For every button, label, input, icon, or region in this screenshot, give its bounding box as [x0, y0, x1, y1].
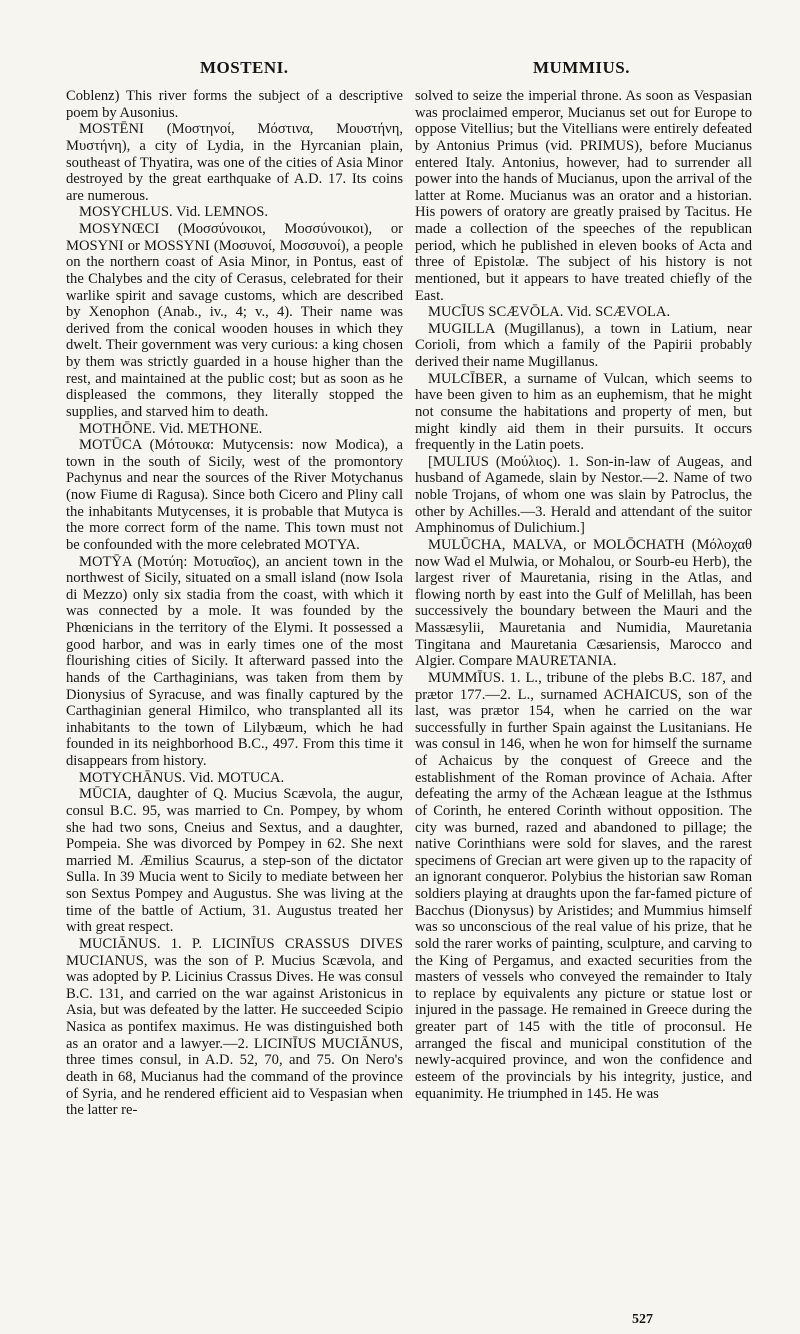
entry-paragraph: [MULIUS (Μούλιος). 1. Son-in-law of Augeas, and husband of Agamede, slain by Nestor.—2. Name of two noble Trojans, of whom one was slain by Patroclus, the other by Achilles.—3. Herald and attendant of the suitor Amphinomus of Dulichium.]	[415, 453, 752, 537]
entry-paragraph: MUGILLA (Mugillanus), a town in Latium, near Corioli, from which a family of the Papirii probably derived their name Mugillanus.	[415, 320, 752, 370]
entry-paragraph: MOTYCHĀNUS. Vid. MOTUCA.	[79, 769, 285, 786]
entry-paragraph: MŪCIA, daughter of Q. Mucius Scævola, the augur, consul B.C. 95, was married to Cn. Pompey, by whom she had two sons, Cneius and Sextus, and a daughter, Pompeia. She was divorced by Pompey in 62. She next married M. Æmilius Scaurus, a step-son of the dictator Sulla. In 39 Mucia went to Sicily to mediate between her son Sextus Pompey and Augustus. She was living at the time of the battle of Actium, 31. Augustus treated her with great respect.	[66, 786, 403, 936]
entry-paragraph: solved to seize the imperial throne. As soon as Vespasian was proclaimed emperor, Mucianus set out for Europe to oppose Vitellius; but the Vitellians were entirely defeated by Antonius Primus (vid. PRIMUS), before Mucianus entered Italy. Antonius, however, had to surrender all power into the hands of Mucianus, upon the arrival of the latter at Rome. Mucianus was an orator and a historian. His powers of oratory are greatly praised by Tacitus. He made a collection of the speeches of the republican period, which he published in eleven books of Acta and three of Epistolæ. The subject of his history is not mentioned, but it appears to have treated chiefly of the East.	[415, 88, 752, 304]
entry-paragraph: MULŪCHA, MALVA, or MOLŌCHATH (Μόλοχαθ now Wad el Mulwia, or Mohalou, or Sourb-eu Herb), the largest river of Mauretania, rising in the Atlas, and flowing north by east into the Gulf of Melillah, has been successively the boundary between the Mauri and the Massæsylii, Mauretania and Numidia, Mauretania Tingitana and Mauretania Cæsariensis, Marocco and Algier. Compare MAURETANIA.	[415, 536, 752, 670]
page-number: 527	[632, 1312, 653, 1327]
entry-paragraph: Coblenz) This river forms the subject of a descriptive poem by Ausonius.	[66, 88, 403, 121]
entry-paragraph: MOTȲA (Μοτύη: Μοτυαῖος), an ancient town in the northwest of Sicily, situated on a small island (now Isola di Mezzo) only six stadia from the coast, with which it was connected by a mole. It was founded by the Phœnicians in the territory of the Elymi. It possessed a good harbor, and was in early times one of the most flourishing cities of Sicily. It afterward passed into the hands of the Carthaginians, was taken from them by Dionysius of Syracuse, and was finally captured by the Carthaginian general Himilco, who transplanted all its inhabitants to the town of Lilybæum, which he had founded in its neighborhood B.C., 497. From this time it disappears from history.	[66, 553, 403, 769]
entry-paragraph: MOSYNŒCI (Μοσσύνοικοι, Μοσσύνοικοι), or MOSYNI or MOSSYNI (Μοσυνοί, Μοσσυνοί), a people on the northern coast of Asia Minor, in Pontus, east of the Chalybes and the city of Cerasus, celebrated for their warlike spirit and savage customs, which are described by Xenophon (Anab., iv., 4; v., 4). Their name was derived from the conical wooden houses in which they dwelt. Their government was very curious: a king chosen by them was strictly guarded in a house higher than the rest, and maintained at the public cost; but as soon as he displeased the commons, they literally stopped the supplies, and starved him to death.	[66, 221, 403, 420]
header-left-word: MOSTENI.	[200, 58, 289, 77]
entry-paragraph: MOSYCHLUS. Vid. LEMNOS.	[79, 204, 269, 221]
entry-paragraph: MUCIĀNUS. 1. P. LICINĪUS CRASSUS DIVES MUCIANUS, was the son of P. Mucius Scævola, and was adopted by P. Licinius Crassus Dives. He was consul B.C. 131, and carried on the war against Aristonicus in Asia, but was defeated by the latter. He succeeded Scipio Nasica as pontifex maximus. He was distinguished both as an orator and a lawyer.—2. LICINĪUS MUCIĀNUS, three times consul, in A.D. 52, 70, and 75. On Nero's death in 68, Mucianus had the command of the province of Syria, and he rendered efficient aid to Vespasian when the latter re-	[66, 935, 403, 1119]
entry-paragraph: MUMMĪUS. 1. L., tribune of the plebs B.C. 187, and prætor 177.—2. L., surnamed ACHAICUS, son of the last, was prætor 154, when he carried on the war successfully in further Spain against the Lusitanians. He was consul in 146, when he won for himself the surname of Achaicus by the conquest of Greece and the establishment of the Roman province of Achaia. After defeating the army of the Achæan league at the Isthmus of Corinth, he entered Corinth without opposition. The city was burned, razed and abandoned to pillage; the native Corinthians were sold for slaves, and the rarest specimens of Grecian art were given up to the rapacity of an ignorant conqueror. Polybius the historian saw Roman soldiers playing at draughts upon the far-famed picture of Bacchus (Dionysus) by Aristides; and Mummius himself was so unconscious of the real value of his prize, that he sold the rarer works of painting, sculpture, and carving to the King of Pergamus, and exacted securities from the masters of vessels who conveyed the remainder to Italy to replace by equivalents any picture or statue lost or injured in the passage. He remained in Greece during the greater part of 145 with the title of proconsul. He arranged the fiscal and municipal constitution of the newly-acquired province, and won the confidence and esteem of the provincials by his integrity, justice, and equanimity. He triumphed in 145. He was	[415, 669, 752, 1102]
entry-paragraph: MULCĪBER, a surname of Vulcan, which seems to have been given to him as an euphemism, that he might not consume the habitations and property of men, but might kindly aid them in their pursuits. It occurs frequently in the Latin poets.	[415, 370, 752, 454]
running-header	[60, 58, 750, 78]
entry-paragraph: MOTHŌNE. Vid. METHONE.	[79, 420, 263, 437]
entry-paragraph: MOTŪCA (Μότουκα: Mutycensis: now Modica), a town in the south of Sicily, west of the promontory Pachynus and near the sources of the River Motychanus (now Fiume di Ragusa). Since both Cicero and Pliny call the inhabitants Mutycenses, it is probable that Mutyca is the more correct form of the name. This town must not be confounded with the more celebrated MOTYA.	[66, 437, 403, 553]
entry-paragraph: MOSTĒNI (Μοστηνοί, Μόστινα, Μουστήνη, Μυστήνη), a city of Lydia, in the Hyrcanian plain, southeast of Thyatira, was one of the cities of Asia Minor destroyed by the great earthquake of A.D. 17. Its coins are numerous.	[66, 121, 403, 204]
header-right-word: MUMMIUS.	[532, 58, 630, 77]
entry-paragraph: MUCĪUS SCÆVŌLA. Vid. SCÆVOLA.	[428, 304, 671, 321]
left-column	[66, 88, 403, 1119]
right-column	[415, 88, 752, 1102]
